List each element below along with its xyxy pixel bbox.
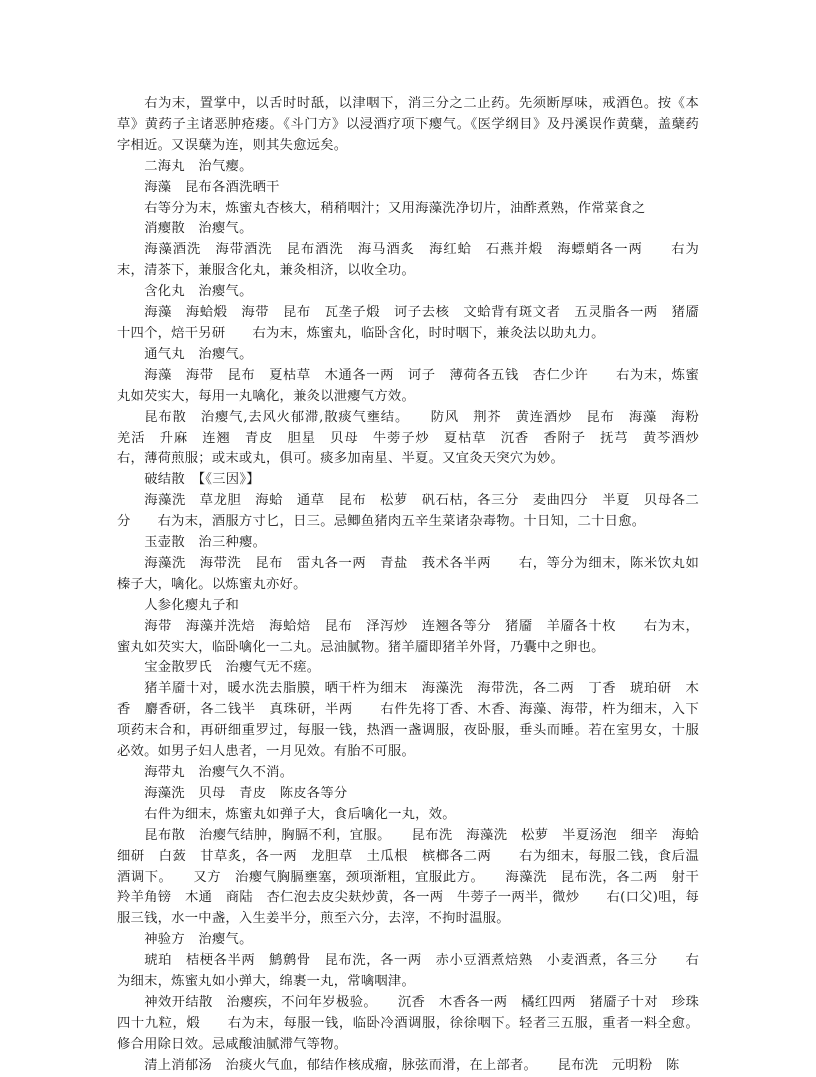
paragraph: 神效开结散 治瘿疾，不问年岁极验。 沉香 木香各一两 橘红四两 猪靥子十对 珍珠四十九粒，煅 右为末，每服一钱，临卧冷酒调服，徐徐咽下。轻者三五服，重者一料全愈。修合用除日效。忌咸酸油腻滞气等物。 — [117, 994, 699, 1052]
formula-title: 通气丸 治瘿气。 — [144, 346, 253, 362]
formula-title: 破结散 【《三因》】 — [144, 472, 260, 488]
formula-title: 人参化瘿丸子和 — [144, 597, 240, 613]
paragraph: 海藻 海带 昆布 夏枯草 木通各一两 诃子 薄荷各五钱 杏仁少许 右为末，炼蜜丸如芡实大，每用一丸噙化，兼灸以泄瘿气方效。 — [117, 367, 699, 404]
formula-title: 含化丸 治瘿气。 — [144, 284, 253, 300]
paragraph: 昆布散 治瘿气,去风火郁滞,散痰气壅结。 防风 荆芥 黄连酒炒 昆布 海藻 海粉 羌活 升麻 连翘 青皮 胆星 贝母 牛蒡子炒 夏枯草 沉香 香附子 抚芎 黄芩酒炒 右，薄荷煎服；或末或丸，俱可。痰多加南星、半夏。又宜灸天突穴为妙。 — [117, 409, 727, 467]
paragraph: 海藻酒洗 海带酒洗 昆布酒洗 海马酒炙 海红蛤 石燕并煅 海螵蛸各一两 右为末，清茶下，兼服含化丸，兼灸相济，以收全功。 — [117, 242, 699, 279]
formula-title: 海带丸 治瘿气久不消。 — [144, 765, 294, 780]
ingredients: 海藻洗 贝母 青皮 陈皮各等分 — [144, 785, 348, 801]
paragraph: 昆布散 治瘿气结肿，胸膈不利，宜服。 昆布洗 海藻洗 松萝 半夏汤泡 细辛 海蛤细研 白蔹 甘草炙，各一两 龙胆草 土瓜根 槟榔各二两 右为细末，每服二钱，食后温酒调下。 又方 治瘿气胸膈壅塞，颈项渐粗，宜服此方。 海藻洗 昆布洗，各二两 射干 羚羊角镑 木通 商陆 杏仁泡去皮尖麸炒黄，各一两 牛蒡子一两半，微炒 右(口父)咀，每服三钱，水一中盏，入生姜半分，煎至六分，去滓，不拘时温服。 — [117, 827, 713, 927]
paragraph: 清上消郁汤 治痰火气血，郁结作核成瘤，脉弦而滑，在上部者。 昆布洗 元明粉 陈 — [144, 1057, 680, 1073]
document-page — [117, 94, 727, 1077]
paragraph: 琥珀 桔梗各半两 鹪鹩骨 昆布洗，各一两 赤小豆酒煮焙熟 小麦酒煮，各三分 右为细末，炼蜜丸如小弹大，绵裹一丸，常噙咽津。 — [117, 953, 699, 990]
formula-title: 玉壶散 治三种瘿。 — [144, 535, 267, 551]
paragraph: 右等分为末，炼蜜丸杏核大，稍稍咽汁；又用海藻洗净切片，油酢煮熟，作常菜食之 — [144, 200, 646, 216]
paragraph: 海带 海藻并洗焙 海蛤焙 昆布 泽泻炒 连翘各等分 猪靥 羊靥各十枚 右为末，蜜丸如芡实大，临卧噙化一二丸。忌油腻物。猪羊靥即猪羊外肾，乃囊中之卵也。 — [117, 618, 699, 655]
formula-title: 消瘿散 治瘿气。 — [144, 221, 253, 237]
paragraph: 海藻 海蛤煅 海带 昆布 瓦垄子煅 诃子去核 文蛤背有斑文者 五灵脂各一两 猪靥十四个，焙干另研 右为末，炼蜜丸，临卧含化，时时咽下，兼灸法以助丸力。 — [117, 305, 699, 341]
formula-title: 神验方 治瘿气。 — [144, 932, 253, 948]
paragraph: 猪羊靥十对，暖水洗去脂膜，晒干杵为细末 海藻洗 海带洗，各二两 丁香 琥珀研 木香 麝香研，各二钱半 真珠研，半两 右件先将丁香、木香、海藻、海带，杵为细末，入下项药末合和，再研细重罗过，每服一钱，热酒一盏调服，夜卧服，垂头而睡。若在室男女，十服必效。如男子妇人患者，一月见效。有胎不可服。 — [117, 681, 699, 760]
ingredients: 海藻 昆布各酒洗晒干 — [144, 179, 280, 195]
paragraph: 右件为细末，炼蜜丸如弹子大，食后噙化一丸，效。 — [144, 806, 456, 822]
formula-title: 宝金散罗氏 治瘿气无不瘥。 — [144, 660, 321, 676]
formula-title: 二海丸 治气瘿。 — [144, 158, 253, 174]
paragraph: 海藻洗 海带洗 昆布 雷丸各一两 青盐 莪术各半两 右，等分为细末，陈米饮丸如榛子大，噙化。以炼蜜丸亦好。 — [117, 555, 699, 592]
paragraph: 海藻洗 草龙胆 海蛤 通草 昆布 松萝 矾石枯，各三分 麦曲四分 半夏 贝母各二分 右为末，酒服方寸匕，日三。忌鲫鱼猪肉五辛生菜诸杂毒物。十日知，二十日愈。 — [117, 493, 699, 530]
paragraph: 右为末，置掌中，以舌时时舐，以津咽下，消三分之二止药。先须断厚味，戒酒色。按《本草》黄药子主诸恶肿疮瘘。《斗门方》以浸酒疗项下瘿气。《医学纲目》及丹溪误作黄蘖，盖蘖药字相近。又误蘖为连，则其失愈远矣。 — [117, 96, 699, 153]
